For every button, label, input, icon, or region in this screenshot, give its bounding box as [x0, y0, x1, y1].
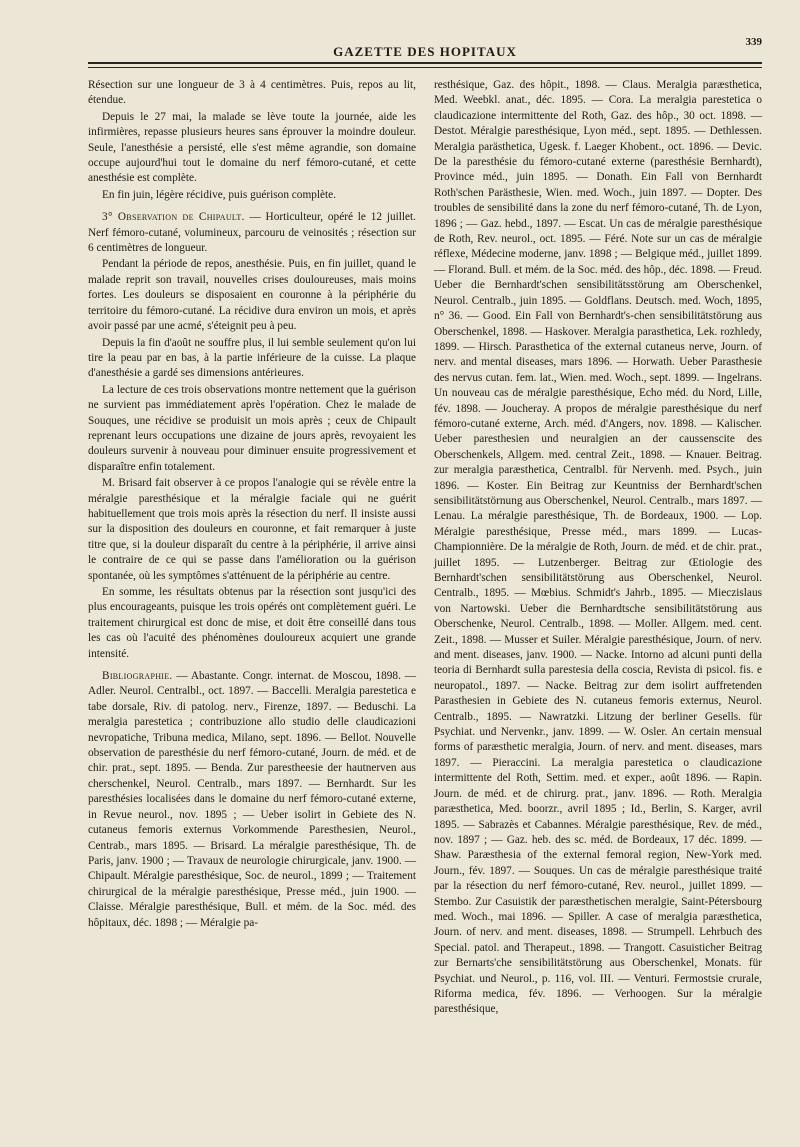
header-rule [88, 62, 762, 64]
header-rule-thin [88, 67, 762, 68]
page-header [88, 0, 762, 70]
paragraph: Depuis le 27 mai, la malade se lève toute la journée, aide les infirmières, repasse plusieurs heures sans éprouver la moindre douleur. Seule, l'anesthésie a persisté, elle s'est même agrandie, son domaine occupe aujourd'hui tout le domaine du nerf fémoro-cutané, et cette anesthésie est complète. [88, 110, 416, 185]
paragraph: M. Brisard fait observer à ce propos l'analogie qui se révèle entre la méralgie paresthésique et la méralgie faciale qui ne guérit habituellement que trois mois après la résection du nerf. Il insiste aussi sur la disposition des douleurs en couronne, et fait remarquer à juste titre que, si la douleur disparaît du centre à la périphérie, il arrive ainsi le contraire de ce qui se passe dans l'amélioration ou la guérison spontanée, où les symptômes s'atténuent de la périphérie au centre. [88, 477, 416, 582]
running-title: GAZETTE DES HOPITAUX [333, 44, 517, 59]
paragraph: Depuis la fin d'août ne souffre plus, il lui semble seulement qu'on lui tire la peau par en bas, à la partie inférieure de la cuisse. La plaque d'anesthésie a gardé ses dimensions antérieures. [88, 336, 416, 380]
left-column [88, 78, 416, 1019]
text-columns [88, 78, 762, 1019]
observation-paragraph [88, 210, 416, 256]
bibliography-continued: resthésique, Gaz. des hôpit., 1898. — Claus. Meralgia paræsthetica, Med. Weebkl. anat., déc. 1895. — Cora. La meralgia parestetica o claudicazione intermittente del Roth, Gaz. des hôp., 30 oct. 1898. — Destot. Méralgie paresthésique, Lyon méd., sept. 1895. — Dethlessen. Meralgia parästhetica, Ugesk. f. Laeger Khobent., oct. 1896. — Devic. De la paresthésie du fémoro-cutané externe (paresthésie Bernhardt), Province méd., juin 1895. — Donath. Ein Fall von Bernhardt Roth'schen Parästhesie, Wien. med. Woch., juin 1897. — Dopter. Des troubles de sensibilité dans la zone du nerf fémoro-cutané, Th. de Lyon, 1896 ; — Gaz. hebd., 1897. — Escat. Un cas de méralgie paresthésique de Roth, Rev. neurol., oct. 1895. — Féré. Note sur un cas de méralgie réflexe, Médecine moderne, janv. 1898 ; — Belgique méd., juillet 1899. — Florand. Bull. et mém. de la Soc. méd. des hôp., déc. 1898. — Freud. Ueber die Bernhardt'schen sensibilitätsstörung am Oberschenkel, Neurol. Centralb., juin 1895. — Goldflans. Deutsch. med. Woch, 1895, n° 36. — Good. Ein Fall von Bernhardt's-chen sensibilitätstörung aus Oberschenkel, 1898. — Haskover. Meralgia parasthetica, Lek. rozhledy, 1899. — Hirsch. Parasthetica of the external cutaneus nerve, Journ. of nerv. and mental diseases, mars 1896. — Horwath. Ueber Parasthesie des nervus cutan. fem. lat., Wien. med. Woch., sept. 1899. — Ingelrans. Un nouveau cas de méralgie paresthésique, Echo méd. du Nord, Lille, fév. 1898. — Joucheray. A propos de méralgie paresthésique du nerf fémoro-cutané externe, Arch. méd. d'Angers, nov. 1898. — Kalischer. Ueber paresthesien und neuralgien an der caussenscite des Oberschenkels, Allgem. med. central Zeit., 1898. — Knauer. Beitrag. zur meralgia paræsthetica, Centralbl. für Nervenh. med. Psych., juin 1896. — Koster. Ein Beitrag zur Keuntniss der Bernhardt'schen sensibilitätstörnung aus Oberschenkel, Neurol. Centralb., mars 1897. — Lenau. La méralgie paresthésique, Th. de Bordeaux, 1900. — Lop. Méralgie paresthésique, Presse méd., mars 1899. — Lucas-Championnière. De la méralgie de Roth, Journ. de méd. et de chir. prat., juillet 1895. — Lutzenberger. Beitrag zur Œtiologie des Bernhardt'schen sensibilitätstörung aus Oberschenkel, Neurol. Centralb., 1895. — Mœbius. Schmidt's Jahrb., 1895. — Mieczislaus von Nartowski. Ueber die Bernhardtsche sensibilitätstörung aus Oberschenke, Neurol. Centralb., 1898. — Moller. Allgem. med. cent. Zeit., 1898. — Musser et Suiler. Méralgie paresthésique, Journ. of nerv. and ment. diseases, janv. 1900. — Nacke. Intorno ad alcuni punti della teoria di Bernhardt sulla parestesia della coscia, Revista di psicol. fis. e neuropatol., 1897. — Nacke. Beitrag zur dem isolirt auffretenden Parasthesien in Gebiete des N. cutaneus femoris externus, Neurol. Centralb., 1895. — Nawratzki. Litzung der berliner Gesells. für Psychiat. und Nervenkr., janv. 1899. — W. Osler. An certain mensual forms of paræsthetic meralgia, Journ. of nerv. and ment. diseases, mars 1897. — Pieraccini. La meralgia parestetica o claudicazione intermittente del Roth, Settim. med. et exper., août 1896. — Rapin. Journ. de méd. et de chirurg. prat., janv. 1896. — Roth. Meralgia paræsthetica, Med. boorzr., avril 1895 ; Id., Berlin, S. Karger, avril 1895. — Sabrazès et Cabannes. Méralgie paresthésique, Rev. de méd., nov. 1897 ; — Gaz. heb. des sc. méd. de Bordeaux, 17 déc. 1899. — Shaw. Paræsthesia of the external femoral region, New-York med. Journ., fév. 1897. — Souques. Un cas de méralgie paresthésique traité par la résection du nerf fémoro-cutané, Rev. neurol., juillet 1899. — Stembo. Zur Casuistik der paræsthetischen meralgie, Saint-Pétersbourg med. Woch., mai 1896. — Spiller. A case of meralgia paræsthetica, Journ. of nerv. and ment. diseases, 1898. — Strumpell. Lehrbuch des Special. patol. and Therapeut., 1898. — Trangott. Casuisticher Beitrag zur Bernarts'che sensibilitätstörung aus Oberschenkel, Monats. für Psychiat. und Neurol., p. 116, vol. III. — Venturi. Fermostsie crurale, Riforma medica, fév. 1896. — Verhoogen. Sur la méralgie paresthésique, [434, 79, 762, 1016]
paragraph: En somme, les résultats obtenus par la résection sont jusqu'ici des plus encourageants, puisque les trois opérés ont complètement guéri. Le traitement chirurgical est donc de mise, et doit être conseillé dans tous les cas où l'acuité des phénomènes douloureux acquiert une grande intensité. [88, 586, 416, 660]
page-number: 339 [745, 36, 762, 48]
paragraph: Résection sur une longueur de 3 à 4 centimètres. Puis, repos au lit, étendue. [88, 79, 416, 107]
bibliography-text: — Abastante. Congr. internat. de Moscou, 1898. — Adler. Neurol. Centralbl., oct. 1897. — Baccelli. Meralgia parestetica e tabe dorsale, Riv. di patolog. nerv., Firenze, 1897. — Beduschi. La meralgia parestetica ; contribuzione allo studio delle claudicazioni nevropatiche, Tribuna medica, Milano, sept. 1896. — Bellot. Nouvelle observation de paresthésie du nerf fémoro-cutané, Journ. de méd. et de chir. prat., sept. 1895. — Benda. Zur parestheesie der hautnerven aus cherschenkel, Neurol. Centralb., mars 1897. — Bernhardt. Sur les paresthésies localisées dans le domaine du nerf fémoro-cutané externe, in Revue neurol., nov. 1895 ; — Ueber isolirt in Gebiete des N. cutaneus femoris externus Vorkommende Paresthesien, Neurol., Centrab., mars 1895. — Brisard. La méralgie paresthésique, Th. de Paris, janv. 1900 ; — Travaux de neurologie chirurgicale, janv. 1900. — Chipault. Méralgie paresthésique, Soc. de neurol., 1899 ; — Traitement chirurgical de la méralgie paresthésique, Presse méd., juin 1900. — Claisse. Méralgie paresthésique, Bull. et mém. de la Soc. méd. des hôpitaux, déc. 1898 ; — Méralgie pa- [88, 670, 416, 929]
paragraph: La lecture de ces trois observations montre nettement que la guérison ne survient pas immédiatement après l'opération. Chez le malade de Souques, une récidive se produisit un mois après ; ceux de Chipault reprenant leurs occupations une dizaine de jours après, revoyaient les douleurs survenir à nouveau pour diminuer ensuite progressivement et disparaître enfin totalement. [88, 383, 416, 473]
paragraph: Pendant la période de repos, anesthésie. Puis, en fin juillet, quand le malade reprit son travail, nouvelles crises douloureuses, mais moins fortes. Les douleurs se disposaient en couronne à la périphérie du territoire du fémoro-cutané. La récidive dura environ un mois, et après avoir passé par une acmé, s'éteignit peu à peu. [88, 258, 416, 333]
right-column [434, 78, 762, 1019]
paragraph: En fin juin, légère récidive, puis guérison complète. [102, 188, 337, 201]
bibliography-paragraph [88, 669, 416, 931]
observation-text: — Horticulteur, opéré le 12 juillet. Nerf fémoro-cutané, volumineux, parcouru de veinosités ; résection sur 6 centimètres de longueur. [88, 211, 416, 255]
observation-heading: 3° Observation de Chipault. [102, 211, 245, 224]
bibliography-heading: Bibliographie. [102, 670, 173, 683]
